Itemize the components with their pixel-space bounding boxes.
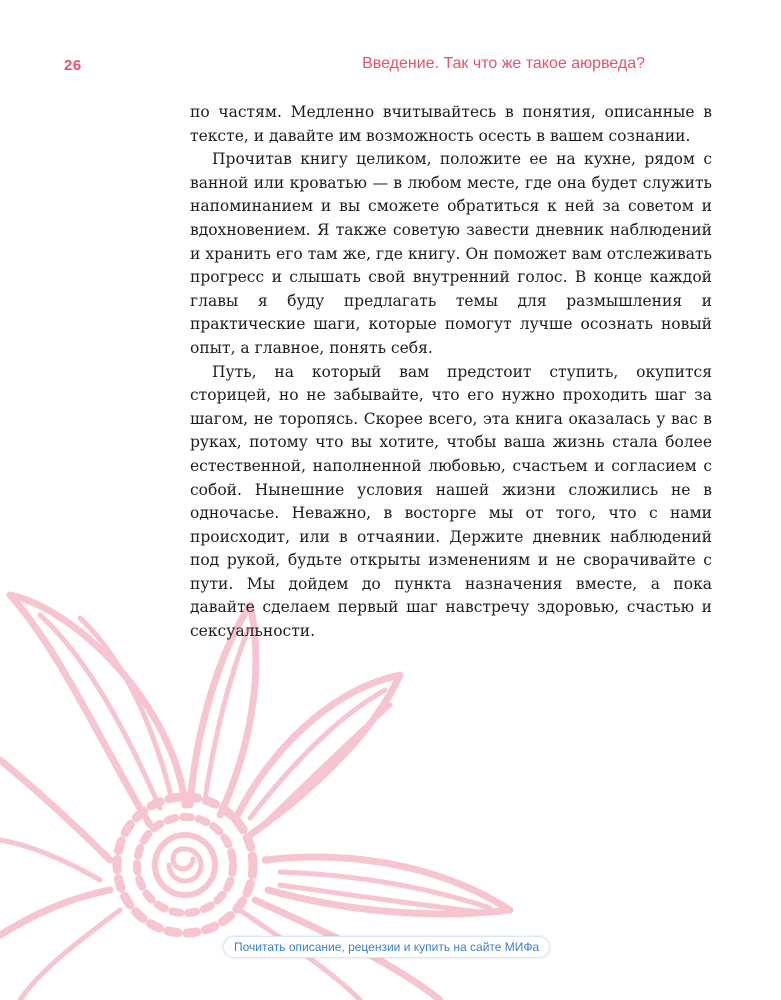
page-number: 26 [64, 57, 82, 74]
running-title: Введение. Так что же такое аюрведа? [362, 55, 645, 72]
paragraph-2: Прочитав книгу целиком, положите ее на кухне, рядом с ванной или кроватью — в любом месте, где она будет служить напоминанием и вы сможете обратиться к ней за советом и вдохновением. Я также советую завести дневник наблюдений и хранить его там же, где книгу. Он поможет вам отслеживать прогресс и слышать свой внутренний голос. В конце каждой главы я буду предлагать темы для размышления и практические шаги, которые помогут лучше осознать новый опыт, а главное, понять себя. [190, 150, 712, 357]
paragraph-1: по частям. Медленно вчитывайтесь в понятия, описанные в тексте, и давайте им возможность осесть в вашем сознании. [190, 103, 712, 145]
paragraph-3: Путь, на который вам предстоит ступить, окупится сторицей, но не забывайте, что его нужно проходить шаг за шагом, не торопясь. Скорее всего, эта книга оказалась у вас в руках, потому что вы хотите, чтобы ваша жизнь стала более естественной, наполненной любовью, счастьем и согласием с собой. Нынешние условия нашей жизни сложились не в одночасье. Неважно, в восторге мы от того, что с нами происходит, или в отчаянии. Держите дневник наблюдений под рукой, будьте открыты изменениям и не сворачивайте с пути. Мы дойдем до пункта назначения вместе, а пока давайте сделаем первый шаг навстречу здоровью, счастью и сексуальности. [190, 362, 712, 641]
body-text [190, 101, 712, 644]
mif-store-link[interactable]: Почитать описание, рецензии и купить на сайте МИФа [223, 936, 550, 958]
